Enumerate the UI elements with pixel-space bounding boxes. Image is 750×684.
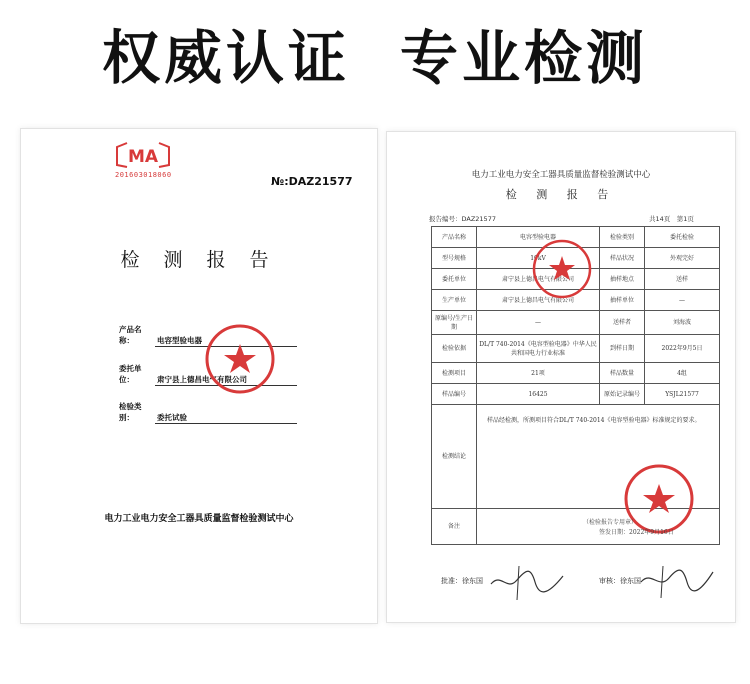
table-cell: 生产单位 [432, 290, 477, 311]
table-cell: 2022年9月5日 [645, 335, 720, 363]
table-cell: 外观完好 [645, 248, 720, 269]
seal-note: （检验报告专用章） [583, 519, 638, 526]
table-cell: 原始记录编号 [600, 384, 645, 405]
approver: 批准：徐东国 [441, 577, 483, 585]
table-cell: — [645, 290, 720, 311]
table-cell: 抽样单位 [600, 290, 645, 311]
signature-icon [637, 562, 717, 602]
cma-number: 201603018060 [115, 171, 172, 179]
cover-category-row [119, 401, 297, 424]
report-number: 报告编号：DAZ21577 [429, 215, 496, 223]
table-cell: 送样者 [600, 311, 645, 335]
table-cell: 样品数量 [600, 363, 645, 384]
cover-client-label: 委托单位： [119, 364, 142, 384]
cma-logo-icon [113, 139, 173, 171]
report-first-page [386, 131, 736, 623]
table-cell: 型号规格 [432, 248, 477, 269]
cover-category-value: 委托试验 [155, 412, 297, 424]
report-cover-page [20, 128, 378, 624]
cover-report-number: №:DAZ21577 [271, 175, 353, 188]
table-cell: 样品状况 [600, 248, 645, 269]
issue-date: 签发日期：2022年9月16日 [599, 529, 674, 536]
conclusion-text: 样品经检测，所测项目符合DL/T 740-2014《电容型验电器》标准规定的要求。 [477, 405, 720, 509]
report-pages: 共14页 第1页 [649, 215, 694, 223]
table-cell: 送样 [645, 269, 720, 290]
table-cell: 委托单位 [432, 269, 477, 290]
conclusion-label: 检测结论 [432, 405, 477, 509]
table-cell: 委托检验 [645, 227, 720, 248]
headline-left: 权威认证 [101, 24, 350, 92]
table-cell: — [477, 311, 600, 335]
cma-logo-text: MA [127, 147, 159, 167]
table-cell: 10kV [477, 248, 600, 269]
table-cell: 检验依据 [432, 335, 477, 363]
table-cell: 到样日期 [600, 335, 645, 363]
remark-label: 备注 [432, 509, 477, 545]
cover-footer-org: 电力工业电力安全工器具质量监督检验测试中心 [104, 514, 294, 524]
signature-icon [487, 562, 567, 602]
cover-product-label: 产品名称： [119, 325, 142, 345]
table-cell: 检验类别 [600, 227, 645, 248]
headline [0, 18, 750, 98]
table-cell: 产品名称 [432, 227, 477, 248]
table-cell: 检测项目 [432, 363, 477, 384]
cover-title: 检 测 报 告 [120, 249, 278, 271]
table-cell: 原编号/生产日期 [432, 311, 477, 335]
table-cell: 抽样地点 [600, 269, 645, 290]
report-org: 电力工业电力安全工器具质量监督检验测试中心 [471, 170, 651, 180]
table-row [432, 384, 720, 405]
cover-client-value: 肃宁县上德昌电气有限公司 [155, 374, 297, 386]
table-cell: DL/T 740-2014《电容型验电器》中华人民共和国电力行业标准 [477, 335, 600, 363]
table-cell: 电容型验电器 [477, 227, 600, 248]
table-cell: 肃宁县上德昌电气有限公司 [477, 269, 600, 290]
red-seal-icon [203, 322, 277, 396]
reviewer: 审核：徐东国 [599, 577, 641, 585]
cover-product-value: 电容型验电器 [155, 335, 297, 347]
table-cell: 样品编号 [432, 384, 477, 405]
table-cell: 21项 [477, 363, 600, 384]
table-cell: 肃宁县上德昌电气有限公司 [477, 290, 600, 311]
headline-right: 专业检测 [400, 24, 649, 92]
report-title: 检 测 报 告 [505, 188, 617, 201]
table-cell: 刘海波 [645, 311, 720, 335]
table-cell: 16425 [477, 384, 600, 405]
table-cell: 4组 [645, 363, 720, 384]
red-seal-icon [525, 232, 599, 306]
table-row [432, 335, 720, 363]
cover-category-label: 检验类别： [119, 402, 142, 422]
table-row [432, 311, 720, 335]
table-cell: YSJL21577 [645, 384, 720, 405]
table-row [432, 363, 720, 384]
